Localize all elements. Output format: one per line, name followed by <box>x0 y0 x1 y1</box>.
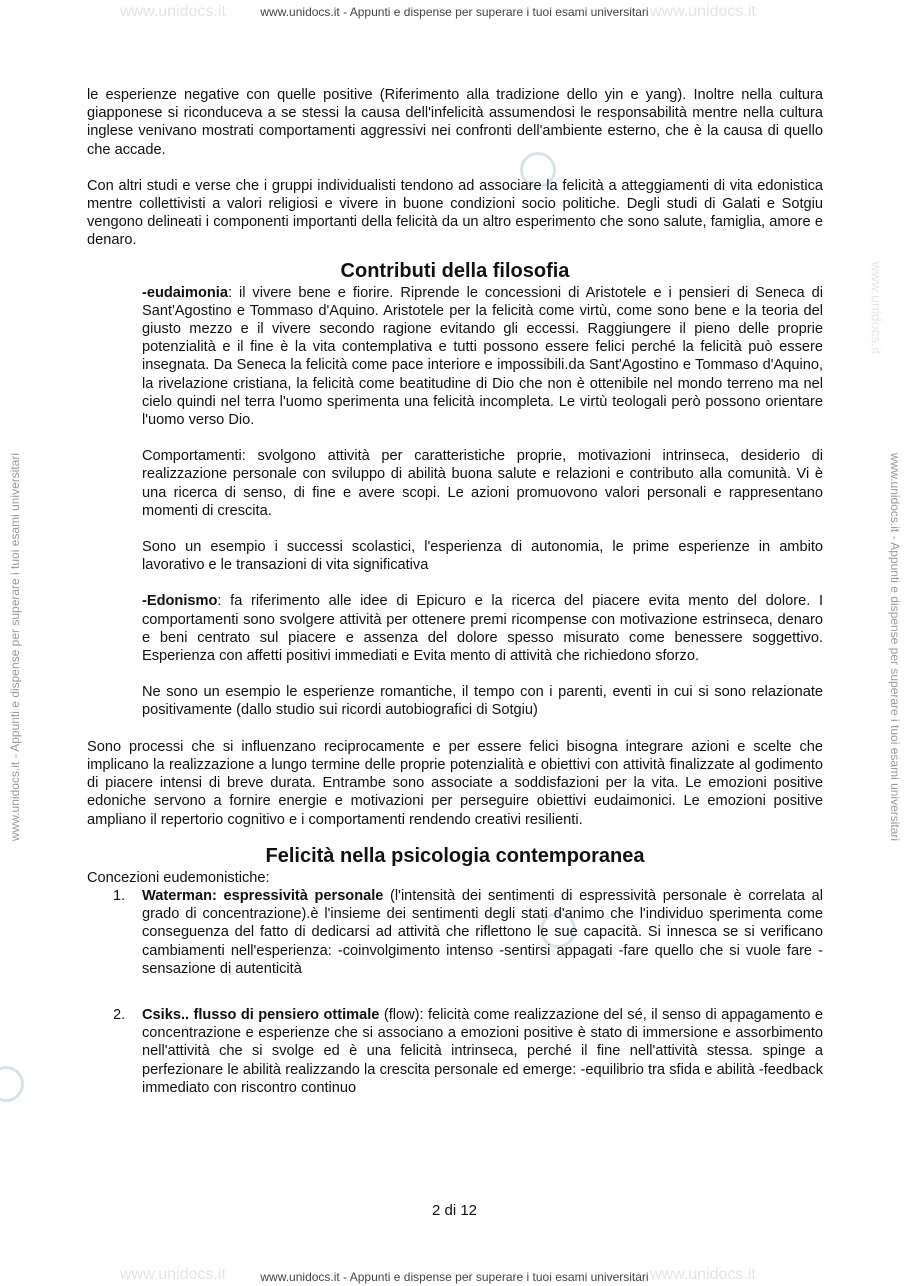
esempio-edonismo-paragraph: Ne sono un esempio le esperienze romantiche, il tempo con i parenti, eventi in cui si sono relazionate positivamente (dallo studio sui ricordi autobiografici di Sotgiu) <box>142 684 823 719</box>
intro-paragraph-1: le esperienze negative con quelle positive (Riferimento alla tradizione dello yin e yang). Inoltre nella cultura giapponese si riconduceva a se stessi la causa dell'infelicità assumendosi le responsabilità mentre nella cultura inglese venivano mostrati comportamenti aggressivi nei confronti dell'ambiente esterno, che è la causa di quello che accade. <box>87 87 823 158</box>
list-item-number: 1. <box>113 887 126 904</box>
section-title-psicologia: Felicità nella psicologia contemporanea <box>265 844 645 867</box>
edonismo-term: -Edonismo <box>142 593 218 610</box>
ghost-watermark-top-right: www.unidocs.it <box>650 3 756 20</box>
footer-watermark: www.unidocs.it - Appunti e dispense per superare i tuoi esami universitari <box>260 1270 649 1284</box>
list-item-number: 2. <box>113 1006 126 1023</box>
list-item-text: (l'intensità dei sentimenti di espressività personale è correlata al grado di concentrazione).è l'insieme dei sentimenti degli stati d'animo che l'individuo sperimenta come conseguenza del fatto di dedicarsi ad attività che riflettono le sue capacità. Si innesca se si verificano cambiamenti nell'esperienza: -coinvolgimento intenso -sentirsi appagati -fare quello che si vuole fare -sensazione di autenticità <box>142 887 823 977</box>
list-item-text: (flow): felicità come realizzazione del sé, il senso di appagamento e concentrazione e esperienze che si associano a emozioni positive è stato di immersione e assorbimento nell'attività che si svolge ed è una felicità intrinseca, perché il fine nell'attività stessa. spinge a perfezionare le abilità realizzando la crescita personale ed emerge: -equilibrio tra sfida e abilità -feedback immediato con riscontro continuo <box>142 1006 823 1096</box>
concezioni-list <box>87 887 823 1097</box>
edonismo-paragraph <box>142 592 823 665</box>
left-watermark: www.unidocs.it - Appunti e dispense per superare i tuoi esami universitari <box>8 452 22 842</box>
page-number: 2 di 12 <box>431 1202 478 1219</box>
list-item <box>87 1006 823 1097</box>
header-watermark: www.unidocs.it - Appunti e dispense per superare i tuoi esami universitari <box>260 5 649 19</box>
list-item-term: Csiks.. flusso di pensiero ottimale <box>142 1006 380 1023</box>
list-item <box>87 887 823 978</box>
ghost-watermark-bottom-left: www.unidocs.it <box>120 1266 226 1283</box>
conclusione-paragraph: Sono processi che si influenzano reciprocamente e per essere felici bisogna integrare azioni e scelte che implicano la realizzazione a lungo termine delle proprie potenzialità e obiettivi con attività finalizzate al godimento di piacere intensi di breve durata. Entrambe sono associate a soddisfazioni per la vita. Le emozioni positive edoniche servono a fornire energie e motivazioni per perseguire obiettivi eudaimonici. Le emozioni positive ampliano il repertorio cognitivo e i comportamenti rendendo creativi resilienti. <box>87 738 823 828</box>
right-watermark: www.unidocs.it - Appunti e dispense per superare i tuoi esami universitari <box>888 452 902 842</box>
watermark-logo-icon <box>0 1066 24 1102</box>
esempio-eudaimonia-paragraph: Sono un esempio i successi scolastici, l'esperienza di autonomia, le prime esperienze in ambito lavorativo e le transazioni di vita significativa <box>142 539 823 574</box>
ghost-watermark-bottom-right: www.unidocs.it <box>650 1266 756 1283</box>
edonismo-text: : fa riferimento alle idee di Epicuro e la ricerca del piacere evita mento del dolore. I comportamenti sono svolgere attività per ottenere premi ricompense con motivazione estrinseca, denaro e beni centrato sul piacere e assenza del dolore spesso misurato come benessere soggettivo. Esperienza con affetti positivi immediati e Evita mento di attività che richiedono sforzo. <box>142 593 823 665</box>
page-content <box>87 86 823 1097</box>
list-item-term: Waterman: espressività personale <box>142 887 384 904</box>
ghost-watermark-top-left: www.unidocs.it <box>120 3 226 20</box>
right-ghost-watermark: www.unidocs.it <box>868 261 885 355</box>
intro-paragraph-2: Con altri studi e verse che i gruppi individualisti tendono ad associare la felicità a atteggiamenti di vita edonistica mentre collettivisti a valori religiosi e vivere in buone condizioni socio politiche. Degli studi di Galati e Sotgiu vengono delineati i componenti importanti della felicità da un altro esperimento che sono salute, famiglia, amore e denaro. <box>87 177 823 249</box>
section-title-filosofia: Contributi della filosofia <box>340 259 570 282</box>
concezioni-intro: Concezioni eudemonistiche: <box>87 869 270 886</box>
eudaimonia-term: -eudaimonia <box>142 284 228 301</box>
eudaimonia-text: : il vivere bene e fiorire. Riprende le concessioni di Aristotele e i pensieri di Seneca di Sant'Agostino e Tommaso d'Aquino. Aristotele per la felicità come virtù, come sono bene e la teoria del giusto mezzo e il vivere secondo ragione evitando gli eccessi. Raggiungere il pieno delle proprie potenzialità e il fine è la vita contemplativa e tutti possono essere felici perché la felicità può essere insegnata. Da Seneca la felicità come pace interiore e impossibili.da Sant'Agostino e Tommaso d'Aquino, la rivelazione cristiana, la felicità come beatitudine di Dio che non è ottenibile nel mondo terreno ma nel cielo quindi nel terra l'uomo sperimenta una felicità incompleta. Le virtù teologali però possono orientare l'uomo verso Dio. <box>142 284 823 429</box>
comportamenti-paragraph: Comportamenti: svolgono attività per caratteristiche proprie, motivazioni intrinseca, desiderio di realizzazione personale con sviluppo di abilità buona salute e relazioni e contributo alla comunità. Vi è una ricerca di senso, di fine e avere scopi. Le azioni promuovono valori personali e rappresentano momenti di crescita. <box>142 448 823 519</box>
eudaimonia-paragraph <box>142 284 823 430</box>
